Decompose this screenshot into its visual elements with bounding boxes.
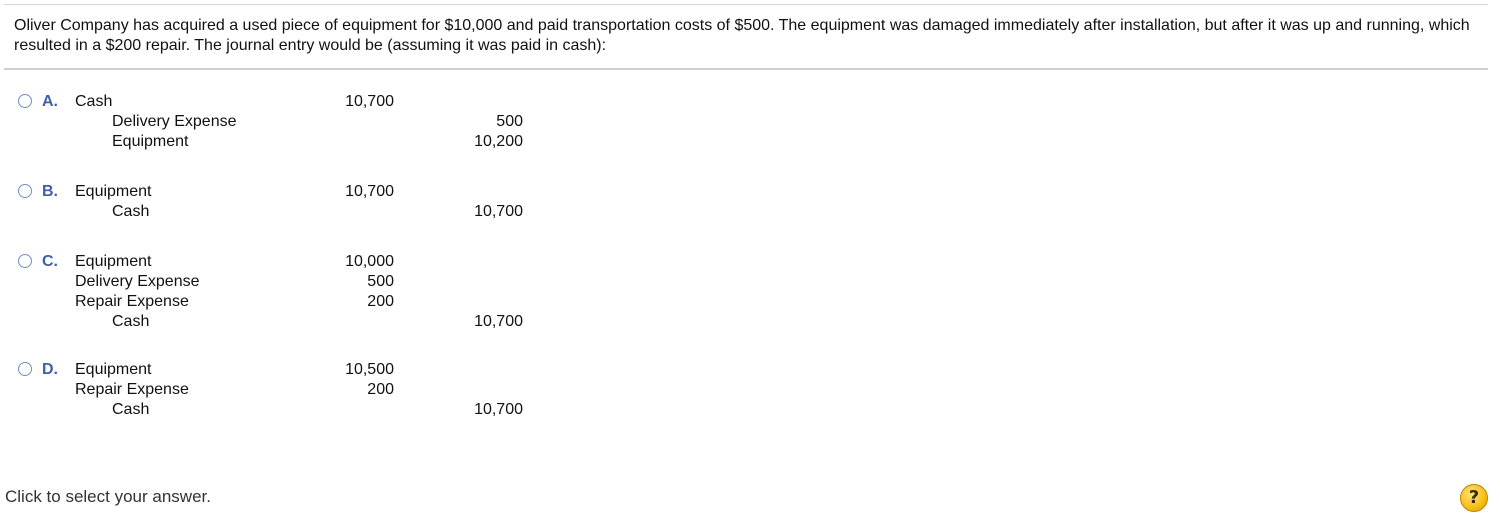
journal-line: [0, 202, 600, 222]
account-name: Repair Expense: [75, 293, 189, 310]
help-icon: ?: [1468, 487, 1480, 508]
account-name: Cash: [112, 401, 150, 418]
account-name: Cash: [75, 93, 113, 110]
account-name: Equipment: [75, 183, 152, 200]
account-name: Equipment: [112, 133, 189, 150]
account-name: Equipment: [75, 253, 152, 270]
journal-line: [0, 182, 600, 202]
account-name: Equipment: [75, 361, 152, 378]
journal-line: [0, 132, 600, 152]
credit-amount: 10,700: [474, 401, 523, 418]
journal-line: [0, 272, 600, 292]
option-letter: D.: [42, 361, 58, 378]
debit-amount: 10,700: [345, 183, 394, 200]
question-text: Oliver Company has acquired a used piece of equipment for $10,000 and paid transportation costs of $500. The equipment was damaged immediately after installation, but after it was up and running, which resulted in a $200 repair. The journal entry would be (assuming it was paid in cash):: [14, 17, 1470, 54]
debit-amount: 200: [367, 293, 394, 310]
journal-line: [0, 92, 600, 112]
credit-amount: 10,700: [474, 313, 523, 330]
answer-option-d[interactable]: [0, 360, 600, 422]
journal-line: [0, 312, 600, 332]
option-letter: B.: [42, 183, 58, 200]
journal-line: [0, 112, 600, 132]
debit-amount: 200: [367, 381, 394, 398]
journal-line: [0, 400, 600, 420]
account-name: Cash: [112, 313, 150, 330]
option-letter: A.: [42, 93, 58, 110]
journal-line: [0, 360, 600, 380]
answer-option-a[interactable]: [0, 92, 600, 154]
debit-amount: 10,000: [345, 253, 394, 270]
top-divider: [4, 4, 1488, 5]
account-name: Repair Expense: [75, 381, 189, 398]
help-button[interactable]: [1460, 484, 1488, 512]
select-answer-instruction: Click to select your answer.: [5, 487, 211, 506]
debit-amount: 500: [367, 273, 394, 290]
question-divider: [4, 68, 1488, 70]
account-name: Delivery Expense: [112, 113, 237, 130]
answer-option-b[interactable]: [0, 182, 600, 224]
credit-amount: 10,200: [474, 133, 523, 150]
account-name: Cash: [112, 203, 150, 220]
credit-amount: 500: [496, 113, 523, 130]
journal-line: [0, 380, 600, 400]
answer-option-c[interactable]: [0, 252, 600, 334]
debit-amount: 10,500: [345, 361, 394, 378]
journal-line: [0, 252, 600, 272]
debit-amount: 10,700: [345, 93, 394, 110]
credit-amount: 10,700: [474, 203, 523, 220]
journal-line: [0, 292, 600, 312]
option-letter: C.: [42, 253, 58, 270]
account-name: Delivery Expense: [75, 273, 200, 290]
